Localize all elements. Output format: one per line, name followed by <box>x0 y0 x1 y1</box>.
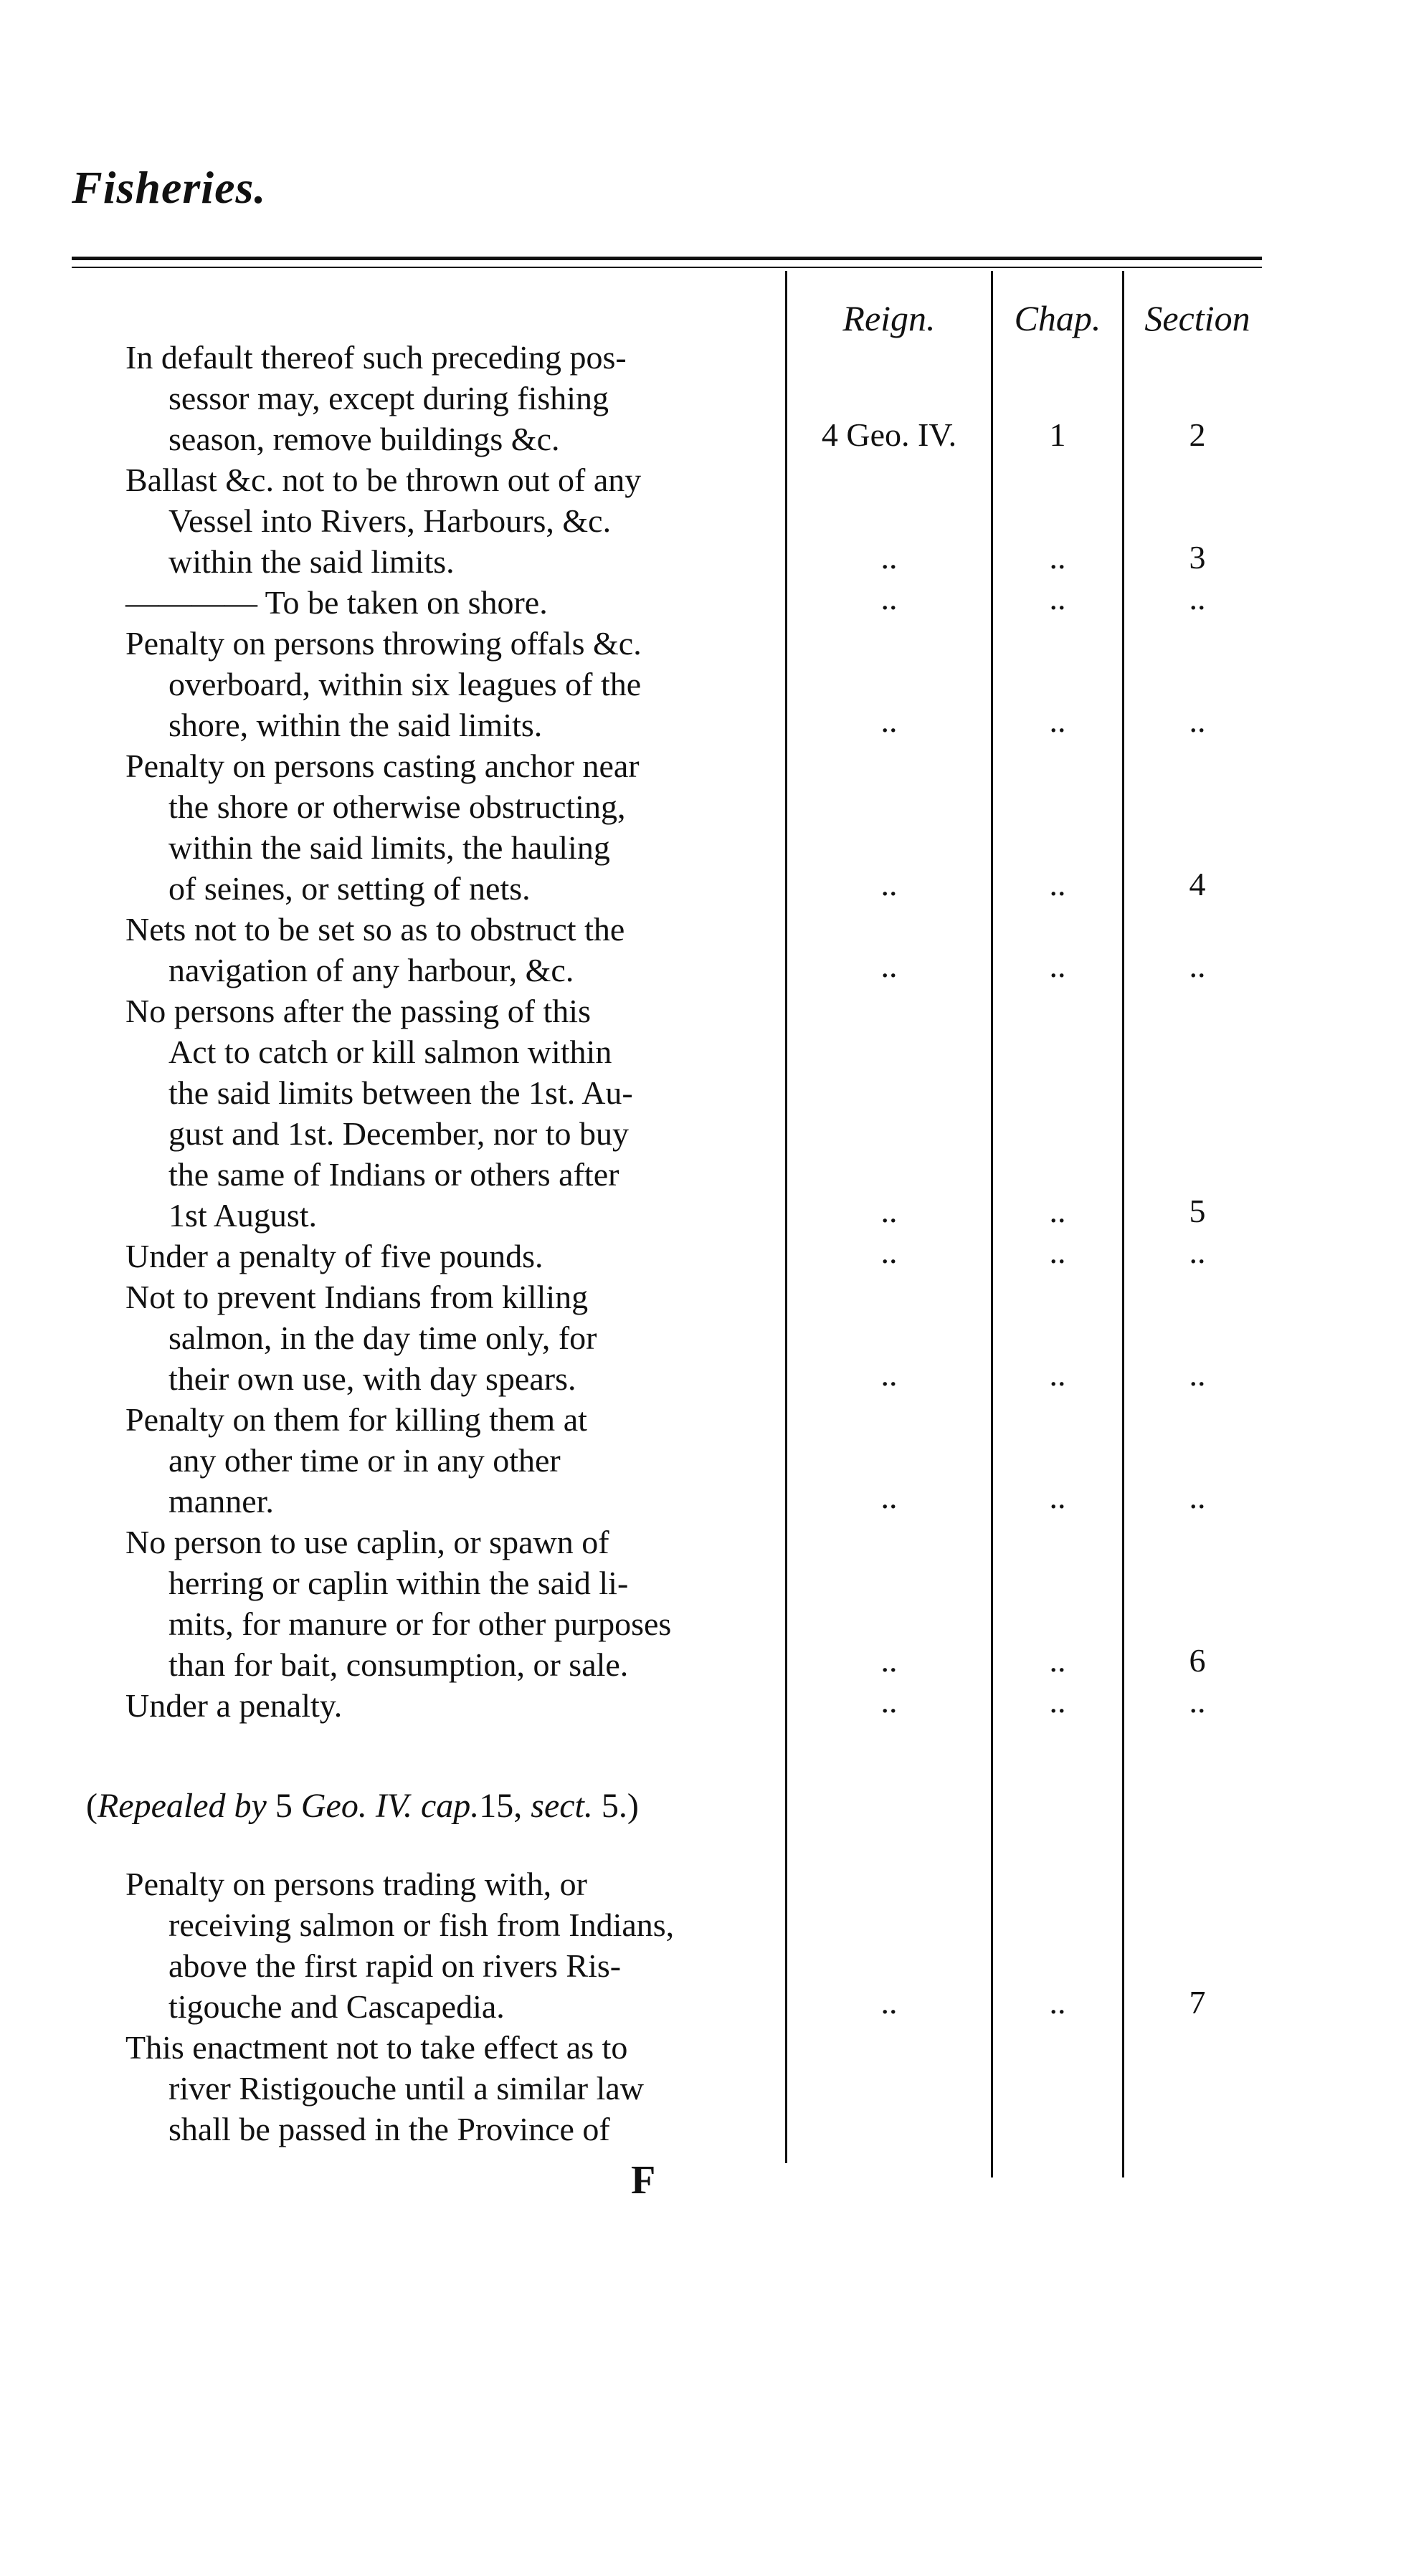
cell-section: .. <box>1189 580 1206 616</box>
entry-line: mits, for manure or for other purposes <box>168 1606 672 1642</box>
repealed-number: 5 <box>275 1787 293 1825</box>
entry-text <box>125 582 548 623</box>
cell-reign: .. <box>880 866 898 902</box>
entry-line: No person to use caplin, or spawn of <box>125 1524 609 1560</box>
cell-reign: .. <box>880 1356 898 1393</box>
entry-text <box>125 623 642 745</box>
cell-reign: .. <box>880 1234 898 1270</box>
cell-section: 6 <box>1189 1642 1206 1679</box>
cell-chap: .. <box>1049 539 1066 576</box>
signature-mark: F <box>631 2158 656 2203</box>
cell-chap: .. <box>1049 866 1066 902</box>
cell-chap: .. <box>1049 1683 1066 1719</box>
entry-line: within the said limits. <box>168 543 455 580</box>
entry-line: river Ristigouche until a similar law <box>168 2070 645 2107</box>
entry-line: the same of Indians or others after <box>168 1156 619 1193</box>
repealed-sect-number: 5.) <box>601 1787 639 1825</box>
entry-line: tigouche and Cascapedia. <box>168 1988 505 2025</box>
entry-line: manner. <box>168 1483 274 1520</box>
entry-line: Nets not to be set so as to obstruct the <box>125 911 625 948</box>
cell-section: 3 <box>1189 539 1206 576</box>
entry-line: Under a penalty. <box>125 1687 343 1724</box>
cell-chap: .. <box>1049 1356 1066 1393</box>
header-rule-thick <box>72 257 1262 260</box>
cell-section: .. <box>1189 1356 1206 1393</box>
entry-text <box>125 745 640 909</box>
cell-chap: .. <box>1049 1234 1066 1270</box>
cell-reign: .. <box>880 539 898 576</box>
cell-reign: .. <box>880 948 898 984</box>
entry-text <box>125 1277 597 1399</box>
entry-line: shore, within the said limits. <box>168 707 543 743</box>
entry-text <box>125 459 641 582</box>
repealed-cap-label: cap. <box>420 1787 480 1825</box>
cell-section: .. <box>1189 1479 1206 1515</box>
repealed-sect-label: sect. <box>531 1787 593 1825</box>
repealed-note <box>86 1786 639 1826</box>
cell-chap: .. <box>1049 580 1066 616</box>
cell-reign: 4 Geo. IV. <box>821 416 957 453</box>
entry-line: navigation of any harbour, &c. <box>168 952 574 988</box>
entry-text <box>125 991 633 1236</box>
cell-reign: .. <box>880 1479 898 1515</box>
cell-chap: .. <box>1049 948 1066 984</box>
cell-reign: .. <box>880 1193 898 1229</box>
entry-text <box>125 337 627 459</box>
cell-chap: .. <box>1049 1642 1066 1679</box>
entry-line: gust and 1st. December, nor to buy <box>168 1115 630 1152</box>
entry-line: Act to catch or kill salmon within <box>168 1034 612 1070</box>
repealed-cap-number: 15, <box>479 1787 523 1825</box>
cell-chap: .. <box>1049 1193 1066 1229</box>
cell-reign: .. <box>880 1683 898 1719</box>
entry-line: shall be passed in the Province of <box>168 2111 610 2147</box>
entry-line: herring or caplin within the said li- <box>168 1565 629 1601</box>
entry-line: than for bait, consumption, or sale. <box>168 1646 629 1683</box>
cell-section: 7 <box>1189 1984 1206 2021</box>
entry-line: Penalty on persons throwing offals &c. <box>125 625 642 662</box>
entry-line: within the said limits, the hauling <box>168 829 610 866</box>
cell-chap: 1 <box>1049 416 1066 453</box>
entry-line: salmon, in the day time only, for <box>168 1320 597 1356</box>
entry-line: Not to prevent Indians from killing <box>125 1279 589 1315</box>
entry-line: their own use, with day spears. <box>168 1360 576 1397</box>
entry-line: ———— To be taken on shore. <box>125 584 548 621</box>
entry-text <box>125 1864 674 2027</box>
entry-text <box>125 1522 671 1685</box>
page-heading: Fisheries. <box>72 162 267 213</box>
entry-line: above the first rapid on rivers Ris- <box>168 1947 622 1984</box>
column-header-reign: Reign. <box>842 298 936 338</box>
entry-line: This enactment not to take effect as to <box>125 2029 628 2066</box>
cell-reign: .. <box>880 1642 898 1679</box>
repealed-open: ( <box>86 1787 98 1825</box>
cell-section: 5 <box>1189 1193 1206 1229</box>
cell-reign: .. <box>880 702 898 739</box>
cell-section: .. <box>1189 702 1206 739</box>
cell-section: .. <box>1189 948 1206 984</box>
entry-text <box>125 1236 543 1277</box>
entry-line: Penalty on persons casting anchor near <box>125 748 640 784</box>
entry-line: any other time or in any other <box>168 1442 561 1479</box>
column-divider-chap <box>1122 271 1124 2177</box>
entry-line: In default thereof such preceding pos- <box>125 339 627 376</box>
entry-line: receiving salmon or fish from Indians, <box>168 1907 675 1943</box>
repealed-by: Repealed by <box>97 1787 267 1825</box>
cell-chap: .. <box>1049 702 1066 739</box>
cell-section: 2 <box>1189 416 1206 453</box>
cell-section: .. <box>1189 1234 1206 1270</box>
entry-line: Under a penalty of five pounds. <box>125 1238 543 1274</box>
cell-reign: .. <box>880 1984 898 2021</box>
entry-line: No persons after the passing of this <box>125 993 591 1029</box>
entry-line: overboard, within six leagues of the <box>168 666 642 702</box>
cell-reign: .. <box>880 580 898 616</box>
header-rule-thin <box>72 267 1262 268</box>
entry-line: Penalty on persons trading with, or <box>125 1866 587 1902</box>
entry-line: Penalty on them for killing them at <box>125 1401 587 1438</box>
entry-text <box>125 909 624 991</box>
entry-line: 1st August. <box>168 1197 318 1234</box>
column-header-chap: Chap. <box>1014 298 1101 338</box>
column-divider-text <box>785 271 787 2163</box>
entry-line: Ballast &c. not to be thrown out of any <box>125 462 642 498</box>
repealed-reign: Geo. IV. <box>300 1787 412 1825</box>
entry-line: the shore or otherwise obstructing, <box>168 788 626 825</box>
entry-text <box>125 1399 587 1522</box>
column-header-section: Section <box>1144 298 1250 338</box>
cell-chap: .. <box>1049 1984 1066 2021</box>
entry-text <box>125 2027 644 2150</box>
entry-line: season, remove buildings &c. <box>168 421 560 457</box>
cell-section: 4 <box>1189 866 1206 902</box>
entry-text <box>125 1685 342 1726</box>
entry-line: Vessel into Rivers, Harbours, &c. <box>168 502 612 539</box>
cell-section: .. <box>1189 1683 1206 1719</box>
entry-line: of seines, or setting of nets. <box>168 870 531 907</box>
entry-line: the said limits between the 1st. Au- <box>168 1074 633 1111</box>
entry-line: sessor may, except during fishing <box>168 380 609 416</box>
cell-chap: .. <box>1049 1479 1066 1515</box>
